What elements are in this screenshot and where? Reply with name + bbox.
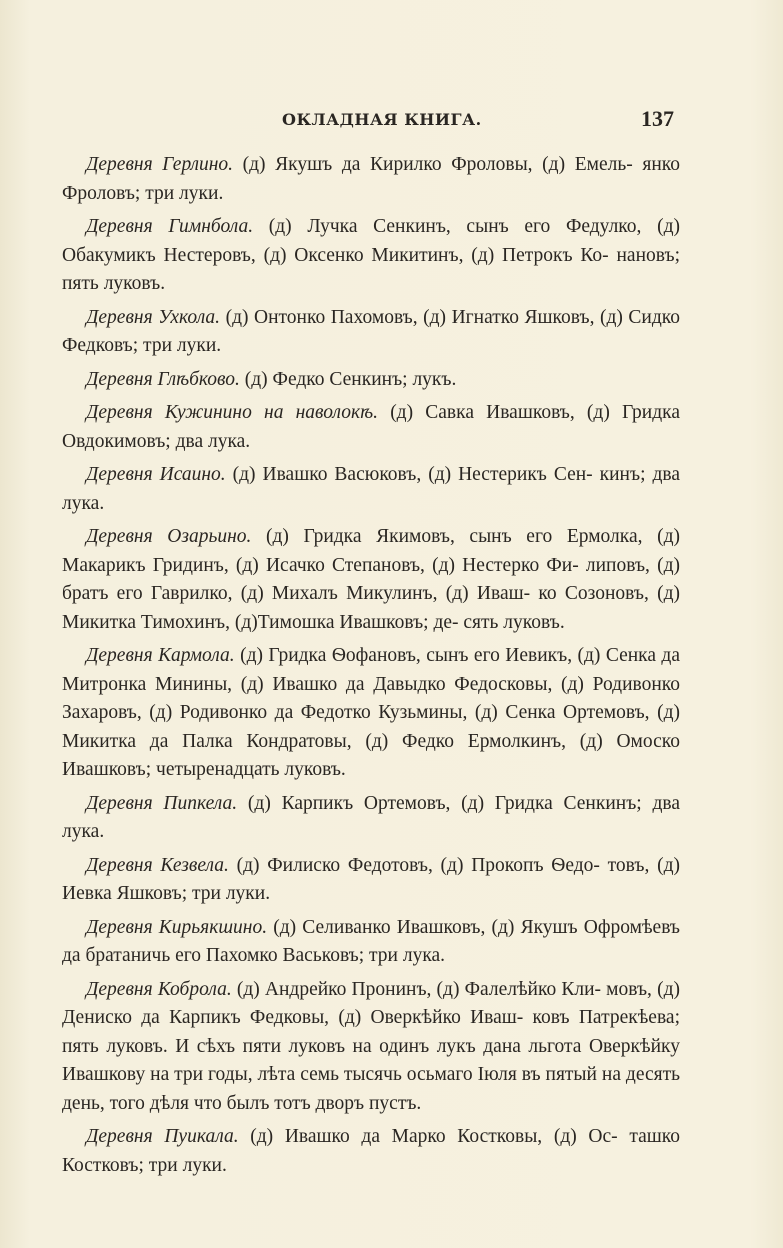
- entry-text: (д) Ивашко да Марко Костковы, (д) Ос- ташко Костковъ; три луки.: [62, 1126, 680, 1176]
- entry-text: (д) Ивашко Васюковъ, (д) Нестерикъ Сен- кинъ; два лука.: [62, 464, 680, 514]
- running-title: ОКЛАДНАЯ КНИГА.: [282, 110, 482, 129]
- village-entry: [62, 151, 680, 208]
- village-entry: [62, 304, 680, 361]
- entry-text: (д) Савка Ивашковъ, (д) Гридка Овдокимовъ; два лука.: [62, 402, 680, 452]
- village-entry: [62, 1123, 680, 1180]
- village-entry: [62, 914, 680, 971]
- village-entry: [62, 790, 680, 847]
- village-name: Деревня Пуикала.: [86, 1126, 239, 1147]
- page-header: [60, 106, 678, 136]
- village-name: Деревня Герлино.: [86, 154, 234, 175]
- village-entry: [62, 366, 680, 395]
- village-entry: [62, 642, 680, 785]
- village-name: Деревня Кезвела.: [86, 854, 229, 876]
- village-name: Деревня Пипкела.: [86, 792, 238, 814]
- entry-text: (д) Онтонко Пахомовъ, (д) Игнатко Яшковъ, (д) Сидко Федковъ; три луки.: [62, 306, 680, 356]
- entry-text: (д) Гридка Ѳофановъ, сынъ его Иевикъ, (д) Сенка да Митронка Минины, (д) Ивашко да Давыдко Федосковы, (д) Родивонко Захаровъ, (д) Родивонко да Федотко Кузьмины, (д) Сенка Ортемовъ, (д) Микитка да Палка Кондратовы, (д) Федко Ермолкинъ, (д) Омоско Ивашковъ; четыренадцать луковъ.: [62, 645, 680, 780]
- village-name: Деревня Гимнбола.: [86, 216, 254, 237]
- village-name: Деревня Глѣбково.: [86, 368, 240, 390]
- village-entry: [62, 523, 680, 637]
- village-entry: [62, 213, 680, 299]
- village-entry: [62, 976, 680, 1119]
- village-name: Деревня Коброла.: [86, 978, 232, 1000]
- entry-text: (д) Селиванко Ивашковъ, (д) Якушъ Офромѣевъ да братаничь его Пахомко Васьковъ; три лука.: [62, 916, 680, 966]
- entry-text: (д) Якушъ да Кирилко Фроловы, (д) Емель- янко Фроловъ; три луки.: [62, 154, 680, 204]
- village-name: Деревня Исаино.: [86, 464, 226, 485]
- entry-text: (д) Карпикъ Ортемовъ, (д) Гридка Сенкинъ; два лука.: [62, 792, 680, 842]
- village-name: Деревня Ухкола.: [86, 306, 221, 328]
- village-name: Деревня Кармола.: [86, 645, 235, 666]
- page-number: 137: [641, 106, 674, 131]
- village-entry: [62, 852, 680, 909]
- village-entry: [62, 399, 680, 456]
- entry-text: (д) Филиско Федотовъ, (д) Прокопъ Ѳедо- товъ, (д) Иевка Яшковъ; три луки.: [62, 854, 681, 904]
- entry-text: (д) Андрейко Пронинъ, (д) Фалелѣйко Кли- мовъ, (д) Дениско да Карпикъ Федковы, (д) Оверкѣйко Иваш- ковъ Патрекѣева; пять луковъ. И сѣхъ пяти луковъ на одинъ лукъ дана льгота Оверкѣйку Ивашкову на три годы, лѣта семь тысячь осьмаго Іюля въ пятый на десять день, того дѣля что былъ тотъ дворъ пустъ.: [62, 978, 680, 1114]
- village-name: Деревня Кирьякшино.: [86, 916, 268, 938]
- village-name: Деревня Озарьино.: [86, 526, 252, 547]
- village-name: Деревня Кужинино на наволокѣ.: [86, 402, 379, 423]
- entry-text: (д) Лучка Сенкинъ, сынъ его Федулко, (д) Обакумикъ Нестеровъ, (д) Оксенко Микитинъ, (д) Петрокъ Ко- нановъ; пять луковъ.: [62, 216, 680, 294]
- village-entry: [62, 461, 680, 518]
- page-body: [62, 151, 680, 1185]
- entry-text: (д) Федко Сенкинъ; лукъ.: [239, 368, 457, 390]
- entry-text: (д) Гридка Якимовъ, сынъ его Ермолка, (д) Макарикъ Гридинъ, (д) Исачко Степановъ, (д) Нестерко Фи- липовъ, (д) братъ его Гаврилко, (д) Михалъ Микулинъ, (д) Иваш- ко Созоновъ, (д) Микитка Тимохинъ, (д)Тимошка Ивашковъ; де- сять луковъ.: [62, 526, 680, 633]
